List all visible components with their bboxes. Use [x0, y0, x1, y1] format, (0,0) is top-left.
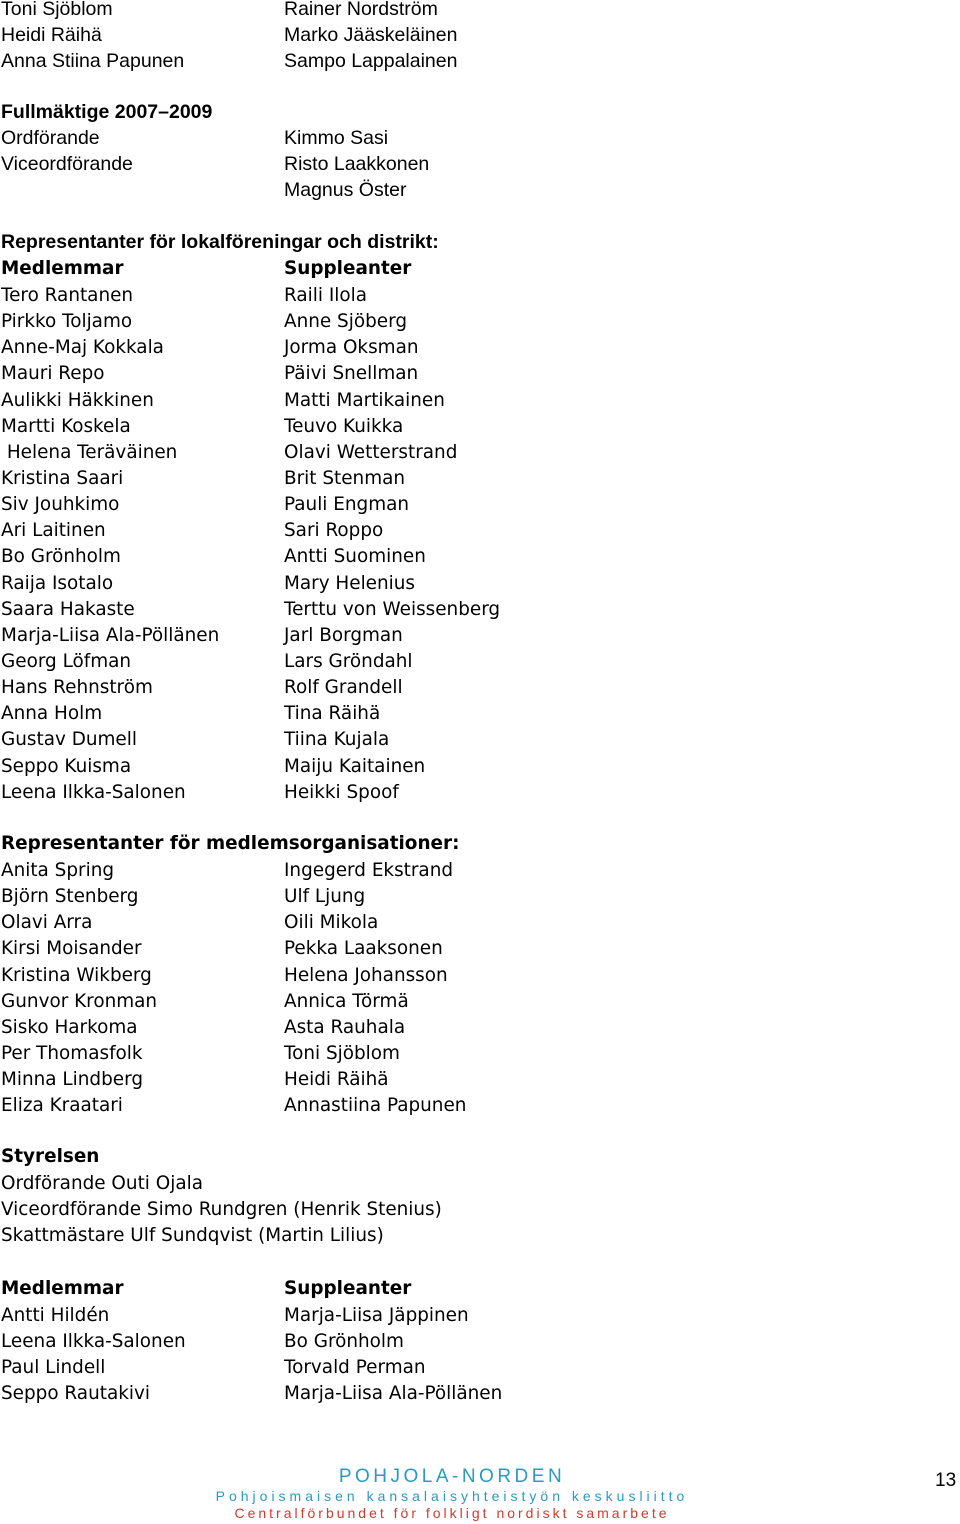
list-item [0, 48, 960, 74]
member-name: Siv Jouhkimo [1, 494, 120, 516]
member-name: Georg Löfman [1, 650, 132, 672]
substitute-name: Heikki Spoof [284, 781, 399, 803]
substitute-name: Olavi Wetterstrand [284, 441, 458, 463]
table-row [0, 388, 960, 414]
member-name: Martti Koskela [1, 415, 131, 437]
table-row [0, 1355, 960, 1381]
table-row [0, 1015, 960, 1041]
table-row [0, 1329, 960, 1355]
table-row [0, 858, 960, 884]
member-name: Kristina Saari [1, 467, 124, 489]
board-line: Skattmästare Ulf Sundqvist (Martin Lilius) [1, 1225, 384, 1247]
table-row [0, 414, 960, 440]
table-row [0, 1093, 960, 1119]
substitute-name: Pauli Engman [284, 494, 410, 516]
board-line: Ordförande Outi Ojala [1, 1173, 203, 1194]
table-row [0, 571, 960, 597]
substitute-name: Terttu von Weissenberg [284, 598, 501, 620]
substitute-name: Lars Gröndahl [284, 650, 413, 672]
column-header-substitutes: Suppleanter [284, 258, 412, 279]
member-name: Anita Spring [1, 860, 115, 881]
substitute-name: Bo Grönholm [284, 1331, 404, 1353]
member-name: Tero Rantanen [1, 285, 134, 306]
table-row [0, 623, 960, 649]
table-row [0, 335, 960, 361]
member-name: Eliza Kraatari [1, 1095, 123, 1117]
member-name: Leena Ilkka-Salonen [1, 1331, 186, 1353]
role-label: Ordförande [1, 127, 100, 150]
member-name: Pirkko Toljamo [1, 311, 133, 333]
table-row [0, 989, 960, 1015]
table-row [0, 361, 960, 387]
column-header-members: Medlemmar [1, 258, 124, 279]
substitute-name: Sari Roppo [284, 520, 384, 542]
table-row [0, 544, 960, 570]
table-row [0, 936, 960, 962]
table-row [0, 675, 960, 701]
member-name: Aulikki Häkkinen [1, 389, 154, 411]
table-row [0, 283, 960, 309]
substitute-name: Annica Törmä [284, 990, 409, 1012]
substitute-name: Mary Helenius [284, 572, 415, 594]
table-row [0, 780, 960, 806]
styrelsen-members-section [0, 1276, 960, 1408]
lokal-section [0, 256, 960, 806]
member-name: Paul Lindell [1, 1357, 106, 1379]
board-line: Viceordförande Simo Rundgren (Henrik Stenius) [1, 1199, 442, 1221]
list-item [0, 0, 960, 22]
member-name: Gunvor Kronman [1, 990, 158, 1012]
table-row [0, 884, 960, 910]
member-name: Kirsi Moisander [1, 938, 142, 960]
member-name: Per Thomasfolk [1, 1042, 143, 1064]
substitute-name: Toni Sjöblom [284, 1042, 400, 1064]
member-name: Seppo Rautakivi [1, 1383, 150, 1405]
table-row [0, 963, 960, 989]
substitute-name: Marja-Liisa Jäppinen [284, 1305, 469, 1326]
substitute-name: Raili Ilola [284, 285, 367, 306]
column-header-substitutes: Suppleanter [284, 1278, 412, 1299]
medlemsorg-section [0, 831, 960, 1119]
table-row [0, 1303, 960, 1329]
substitute-name: Ulf Ljung [284, 886, 366, 908]
table-row [0, 597, 960, 623]
member-name: Olavi Arra [1, 912, 93, 934]
member-name: Raija Isotalo [1, 572, 114, 594]
table-row [0, 727, 960, 753]
table-row [0, 492, 960, 518]
member-name: Helena Teräväinen [1, 441, 178, 463]
table-row [0, 1067, 960, 1093]
substitute-name: Maiju Kaitainen [284, 755, 426, 777]
substitute-name: Ingegerd Ekstrand [284, 860, 454, 881]
page-number: 13 [935, 1470, 957, 1491]
table-row [0, 754, 960, 780]
member-name: Anne-Maj Kokkala [1, 337, 164, 359]
substitute-name: Torvald Perman [284, 1357, 426, 1379]
list-item [0, 177, 960, 203]
member-name: Anna Holm [1, 703, 103, 725]
member-name: Bo Grönholm [1, 546, 121, 568]
member-name: Marja-Liisa Ala-Pöllänen [1, 624, 220, 646]
list-item [0, 1171, 960, 1197]
member-name: Björn Stenberg [1, 886, 139, 908]
substitute-name: Jarl Borgman [284, 624, 403, 646]
list-item [0, 151, 960, 177]
name-right: Sampo Lappalainen [284, 50, 458, 73]
substitute-name: Marja-Liisa Ala-Pöllänen [284, 1383, 503, 1405]
substitute-name: Helena Johansson [284, 964, 448, 986]
page-footer [0, 1464, 960, 1524]
footer-swedish-line: Centralförbundet för folkligt nordiskt samarbete [234, 1505, 670, 1521]
member-name: Saara Hakaste [1, 598, 135, 620]
substitute-name: Asta Rauhala [284, 1016, 406, 1038]
substitute-name: Annastiina Papunen [284, 1095, 467, 1117]
name-right: Rainer Nordström [284, 0, 438, 20]
table-row [0, 910, 960, 936]
list-item [0, 1223, 960, 1249]
substitute-name: Antti Suominen [284, 546, 426, 568]
member-name: Gustav Dumell [1, 729, 137, 751]
substitute-name: Rolf Grandell [284, 677, 403, 699]
substitute-name: Pekka Laaksonen [284, 938, 443, 960]
name-left: Toni Sjöblom [1, 0, 113, 20]
list-item [0, 125, 960, 151]
table-row [0, 701, 960, 727]
styrelsen-section [0, 1144, 960, 1249]
name-right: Magnus Öster [284, 179, 407, 202]
list-item [0, 1197, 960, 1223]
table-row [0, 649, 960, 675]
table-row [0, 466, 960, 492]
substitute-name: Jorma Oksman [284, 337, 419, 359]
name-left: Anna Stiina Papunen [1, 50, 185, 73]
member-name: Seppo Kuisma [1, 755, 132, 777]
name-left: Heidi Räihä [1, 24, 102, 47]
name-right: Risto Laakkonen [284, 153, 430, 176]
substitute-name: Brit Stenman [284, 467, 406, 489]
substitute-name: Teuvo Kuikka [284, 415, 404, 437]
substitute-name: Anne Sjöberg [284, 311, 407, 333]
member-name: Mauri Repo [1, 363, 105, 385]
table-row [0, 440, 960, 466]
role-label: Viceordförande [1, 153, 133, 176]
name-right: Kimmo Sasi [284, 127, 389, 150]
member-name: Hans Rehnström [1, 677, 153, 699]
substitute-name: Heidi Räihä [284, 1069, 389, 1091]
fullmaktige-section [0, 99, 960, 204]
member-name: Kristina Wikberg [1, 964, 152, 986]
column-header-members: Medlemmar [1, 1278, 124, 1299]
substitute-name: Päivi Snellman [284, 363, 419, 385]
list-item [0, 22, 960, 48]
table-row [0, 1041, 960, 1067]
member-name: Minna Lindberg [1, 1069, 143, 1091]
substitute-name: Matti Martikainen [284, 389, 445, 411]
top-list [0, 0, 960, 74]
substitute-name: Oili Mikola [284, 912, 379, 934]
section-heading: Fullmäktige 2007–2009 [1, 101, 213, 123]
member-name: Leena Ilkka-Salonen [1, 781, 186, 803]
table-row [0, 309, 960, 335]
section-heading: Styrelsen [1, 1146, 100, 1167]
footer-org-name: POHJOLA-NORDEN [338, 1466, 566, 1487]
table-row [0, 518, 960, 544]
member-name: Sisko Harkoma [1, 1016, 138, 1038]
name-right: Marko Jääskeläinen [284, 24, 458, 47]
lokal-heading-block [0, 229, 960, 255]
member-name: Antti Hildén [1, 1305, 110, 1326]
section-heading: Representanter för medlemsorganisationer: [1, 833, 460, 854]
table-row [0, 1381, 960, 1407]
substitute-name: Tina Räihä [284, 703, 381, 725]
member-name: Ari Laitinen [1, 520, 106, 542]
substitute-name: Tiina Kujala [284, 729, 390, 751]
section-heading: Representanter för lokalföreningar och distrikt: [1, 231, 439, 253]
footer-finnish-line: Pohjoismaisen kansalaisyhteistyön keskusliitto [215, 1488, 689, 1504]
